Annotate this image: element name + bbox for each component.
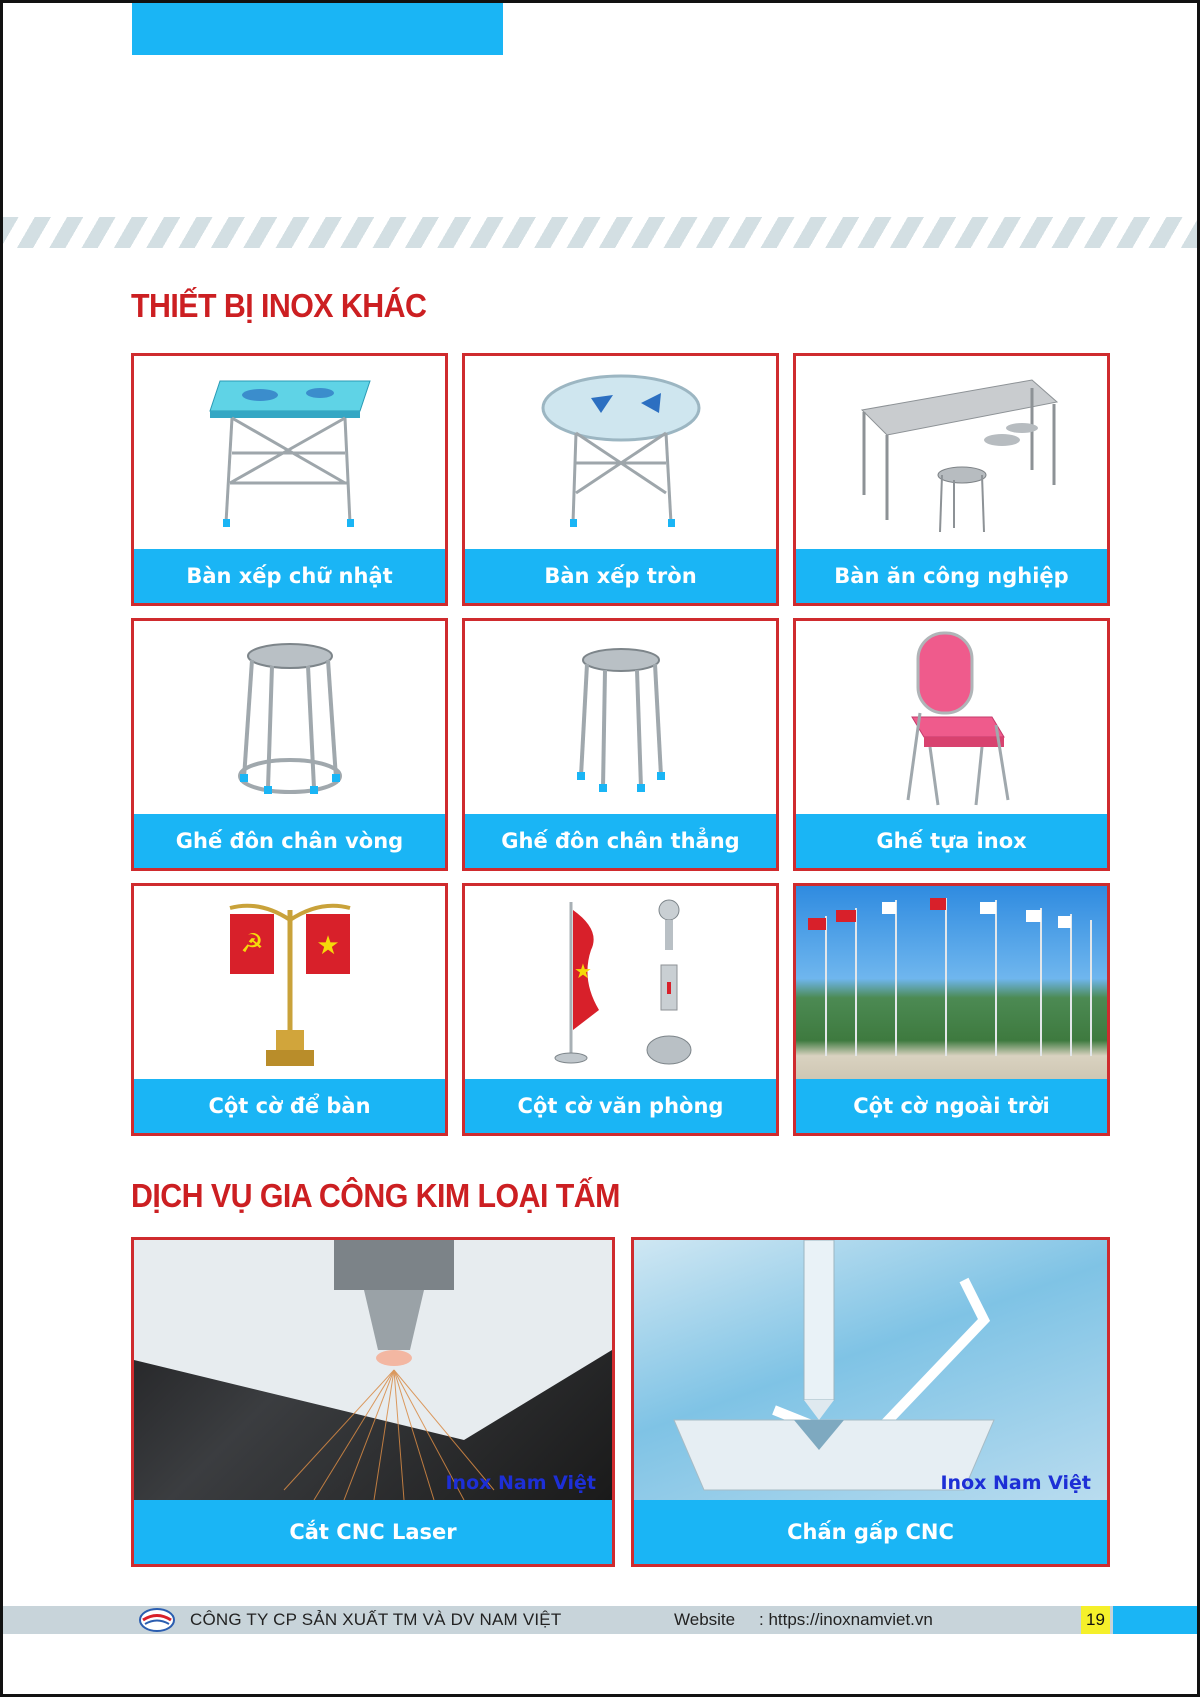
- round-folding-table-icon: [465, 356, 776, 549]
- product-label: Bàn ăn công nghiệp: [796, 549, 1107, 603]
- rectangular-folding-table-icon: [134, 356, 445, 549]
- svg-text:☭: ☭: [239, 929, 264, 959]
- header-accent-bar: [132, 3, 503, 55]
- company-name: CÔNG TY CP SẢN XUẤT TM VÀ DV NAM VIỆT: [190, 1610, 562, 1629]
- product-card[interactable]: [462, 618, 779, 871]
- website-link[interactable]: : https://inoxnamviet.vn: [759, 1610, 933, 1629]
- product-card[interactable]: [462, 883, 779, 1136]
- product-label: Ghế đôn chân thẳng: [465, 814, 776, 868]
- section-title-services: DỊCH VỤ GIA CÔNG KIM LOẠI TẤM: [131, 1177, 620, 1214]
- product-label: Bàn xếp tròn: [465, 549, 776, 603]
- banquet-chair-icon: [796, 621, 1107, 814]
- company-logo-icon: [138, 1607, 176, 1638]
- product-card[interactable]: [131, 618, 448, 871]
- service-label: Chấn gấp CNC: [634, 1500, 1107, 1564]
- product-card[interactable]: [462, 353, 779, 606]
- website-label: Website: [674, 1610, 736, 1629]
- product-label: Ghế đôn chân vòng: [134, 814, 445, 868]
- service-card[interactable]: [131, 1237, 615, 1567]
- service-card[interactable]: [631, 1237, 1110, 1567]
- product-card[interactable]: [793, 618, 1110, 871]
- canteen-table-icon: [796, 356, 1107, 549]
- outdoor-flag-poles-icon: [796, 886, 1107, 1079]
- product-card[interactable]: [793, 353, 1110, 606]
- laser-cutting-icon: [134, 1240, 612, 1500]
- svg-text:★: ★: [573, 959, 592, 983]
- product-label: Ghế tựa inox: [796, 814, 1107, 868]
- service-label: Cắt CNC Laser: [134, 1500, 612, 1564]
- office-flag-pole-icon: [465, 886, 776, 1079]
- product-card[interactable]: [793, 883, 1110, 1136]
- page-number: 19: [1081, 1606, 1110, 1634]
- footer-accent: [1113, 1606, 1197, 1634]
- product-card[interactable]: [131, 353, 448, 606]
- svg-text:★: ★: [315, 931, 340, 961]
- product-label: Bàn xếp chữ nhật: [134, 549, 445, 603]
- ring-leg-stool-icon: [134, 621, 445, 814]
- product-label: Cột cờ văn phòng: [465, 1079, 776, 1133]
- desk-flag-pole-icon: [134, 886, 445, 1079]
- footer-bar: [3, 1606, 1197, 1634]
- straight-leg-stool-icon: [465, 621, 776, 814]
- press-brake-bending-icon: [634, 1240, 1107, 1500]
- product-label: Cột cờ ngoài trời: [796, 1079, 1107, 1133]
- watermark-text: Inox Nam Việt: [940, 1472, 1091, 1494]
- product-label: Cột cờ để bàn: [134, 1079, 445, 1133]
- section-title-equipment: THIẾT BỊ INOX KHÁC: [131, 287, 427, 324]
- hatched-divider: [3, 217, 1197, 248]
- product-card[interactable]: [131, 883, 448, 1136]
- watermark-text: Inox Nam Việt: [445, 1472, 596, 1494]
